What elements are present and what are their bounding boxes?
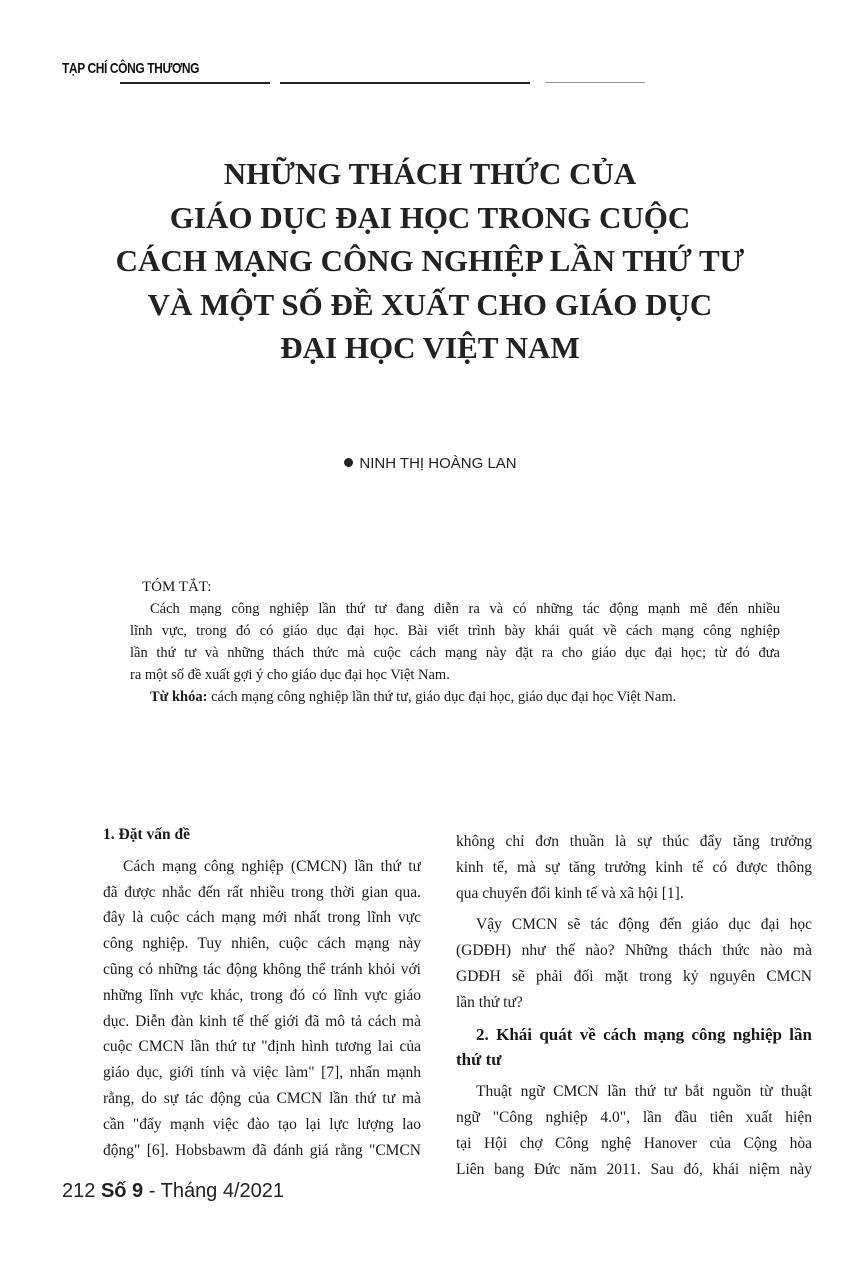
abstract-line: ra một số đề xuất gợi ý cho giáo dục đại học Việt Nam. bbox=[130, 667, 450, 683]
header-rule bbox=[120, 82, 270, 84]
keywords-label: Từ khóa: bbox=[150, 689, 208, 705]
body-line: không chỉ đơn thuần là sự thúc đẩy tăng trưởng bbox=[456, 833, 812, 850]
issue-date: - Tháng 4/2021 bbox=[143, 1180, 285, 1202]
title-line: ĐẠI HỌC VIỆT NAM bbox=[280, 330, 580, 365]
header-rule bbox=[280, 82, 530, 84]
title-line: NHỮNG THÁCH THỨC CỦA bbox=[223, 156, 637, 191]
body-line: công nghiệp. Tuy nhiên, cuộc cách mạng này bbox=[103, 935, 421, 953]
left-column bbox=[103, 822, 421, 1163]
body-line: đã được nhắc đến rất nhiều trong thời gian qua. bbox=[103, 883, 421, 901]
abstract-line: Cách mạng công nghiệp lần thứ tư đang diễn ra và có những tác động mạnh mẽ đến nhiều bbox=[150, 601, 780, 617]
body-line: dục. Diễn đàn kinh tế thế giới đã mô tả cách mà bbox=[103, 1012, 421, 1030]
bullet-icon bbox=[344, 458, 353, 467]
body-line: tại Hội chợ Công nghệ Hanover của Cộng hòa bbox=[456, 1134, 812, 1152]
title-line: GIÁO DỤC ĐẠI HỌC TRONG CUỘC bbox=[169, 199, 691, 235]
page-number: 212 bbox=[62, 1180, 96, 1202]
author-name: NINH THỊ HOÀNG LAN bbox=[359, 455, 517, 472]
article-title bbox=[80, 152, 780, 370]
body-line: Cách mạng công nghiệp (CMCN) lần thứ tư bbox=[123, 857, 421, 875]
section-heading: thứ tư bbox=[456, 1050, 502, 1070]
title-line: VÀ MỘT SỐ ĐỀ XUẤT CHO GIÁO DỤC bbox=[147, 286, 713, 322]
page-footer bbox=[62, 1180, 284, 1203]
title-line: CÁCH MẠNG CÔNG NGHIỆP LẦN THỨ TƯ bbox=[115, 243, 745, 278]
body-line: giáo dục, giới tính và việc làm" [7], nhấn mạnh bbox=[103, 1064, 421, 1082]
body-line: động" [6]. Hobsbawm đã đánh giá rằng "CMCN bbox=[103, 1141, 421, 1159]
section-heading: 2. Khái quát về cách mạng công nghiệp lần bbox=[476, 1024, 812, 1044]
keywords bbox=[130, 686, 780, 708]
body-line: lần thứ tư? bbox=[456, 993, 523, 1011]
body-line: cuộc CMCN lần thứ tư "định hình tương lai của bbox=[103, 1038, 421, 1056]
body-line: Vậy CMCN sẽ tác động đến giáo dục đại học bbox=[476, 916, 812, 934]
right-column bbox=[456, 829, 812, 1182]
body-line: kinh tế, mà sự tăng trưởng kinh tế có được thông bbox=[456, 858, 812, 876]
abstract-heading: TÓM TẮT: bbox=[142, 579, 212, 595]
abstract-line: lần thứ tư và những thách thức mà cuộc cách mạng này đặt ra cho giáo dục đại học; từ đó đưa bbox=[130, 645, 780, 661]
keywords-text: cách mạng công nghiệp lần thứ tư, giáo dục đại học, giáo dục đại học Việt Nam. bbox=[207, 689, 677, 705]
body-line: cần "đẩy mạnh việc đào tạo lại lực lượng lao bbox=[103, 1115, 421, 1133]
body-line: cũng có những tác động không thể tránh khỏi với bbox=[103, 960, 421, 978]
header-rule bbox=[545, 82, 645, 83]
section-heading: 1. Đặt vấn đề bbox=[103, 826, 190, 843]
issue-number: Số 9 bbox=[100, 1180, 144, 1202]
journal-name: TẠP CHÍ CÔNG THƯƠNG bbox=[62, 60, 200, 77]
body-line: Liên bang Đức năm 2011. Sau đó, khái niệm này bbox=[456, 1160, 812, 1178]
body-line: qua chuyển đổi kinh tế và xã hội [1]. bbox=[456, 884, 684, 902]
body-line: đây là cuộc cách mạng mới nhất trong lĩnh vực bbox=[103, 909, 421, 927]
body-line: (GDĐH) như thế nào? Những thách thức nào mà bbox=[456, 942, 812, 960]
body-line: ngữ "Công nghiệp 4.0", lần đầu tiên xuất hiện bbox=[456, 1108, 812, 1126]
body-line: những lĩnh vực khác, trong đó có lĩnh vực giáo bbox=[103, 986, 421, 1004]
body-line: GDĐH sẽ phải đối mặt trong kỷ nguyên CMCN bbox=[456, 967, 812, 985]
abstract bbox=[130, 576, 780, 708]
abstract-line: lĩnh vực, trong đó có giáo dục đại học. Bài viết trình bày khái quát về cách mạng công nghiệp bbox=[130, 623, 780, 639]
author bbox=[0, 455, 861, 472]
body-line: rằng, do sự tác động của CMCN lần thứ tư mà bbox=[103, 1089, 421, 1107]
body-line: Thuật ngữ CMCN lần thứ tư bắt nguồn từ thuật bbox=[476, 1083, 812, 1101]
